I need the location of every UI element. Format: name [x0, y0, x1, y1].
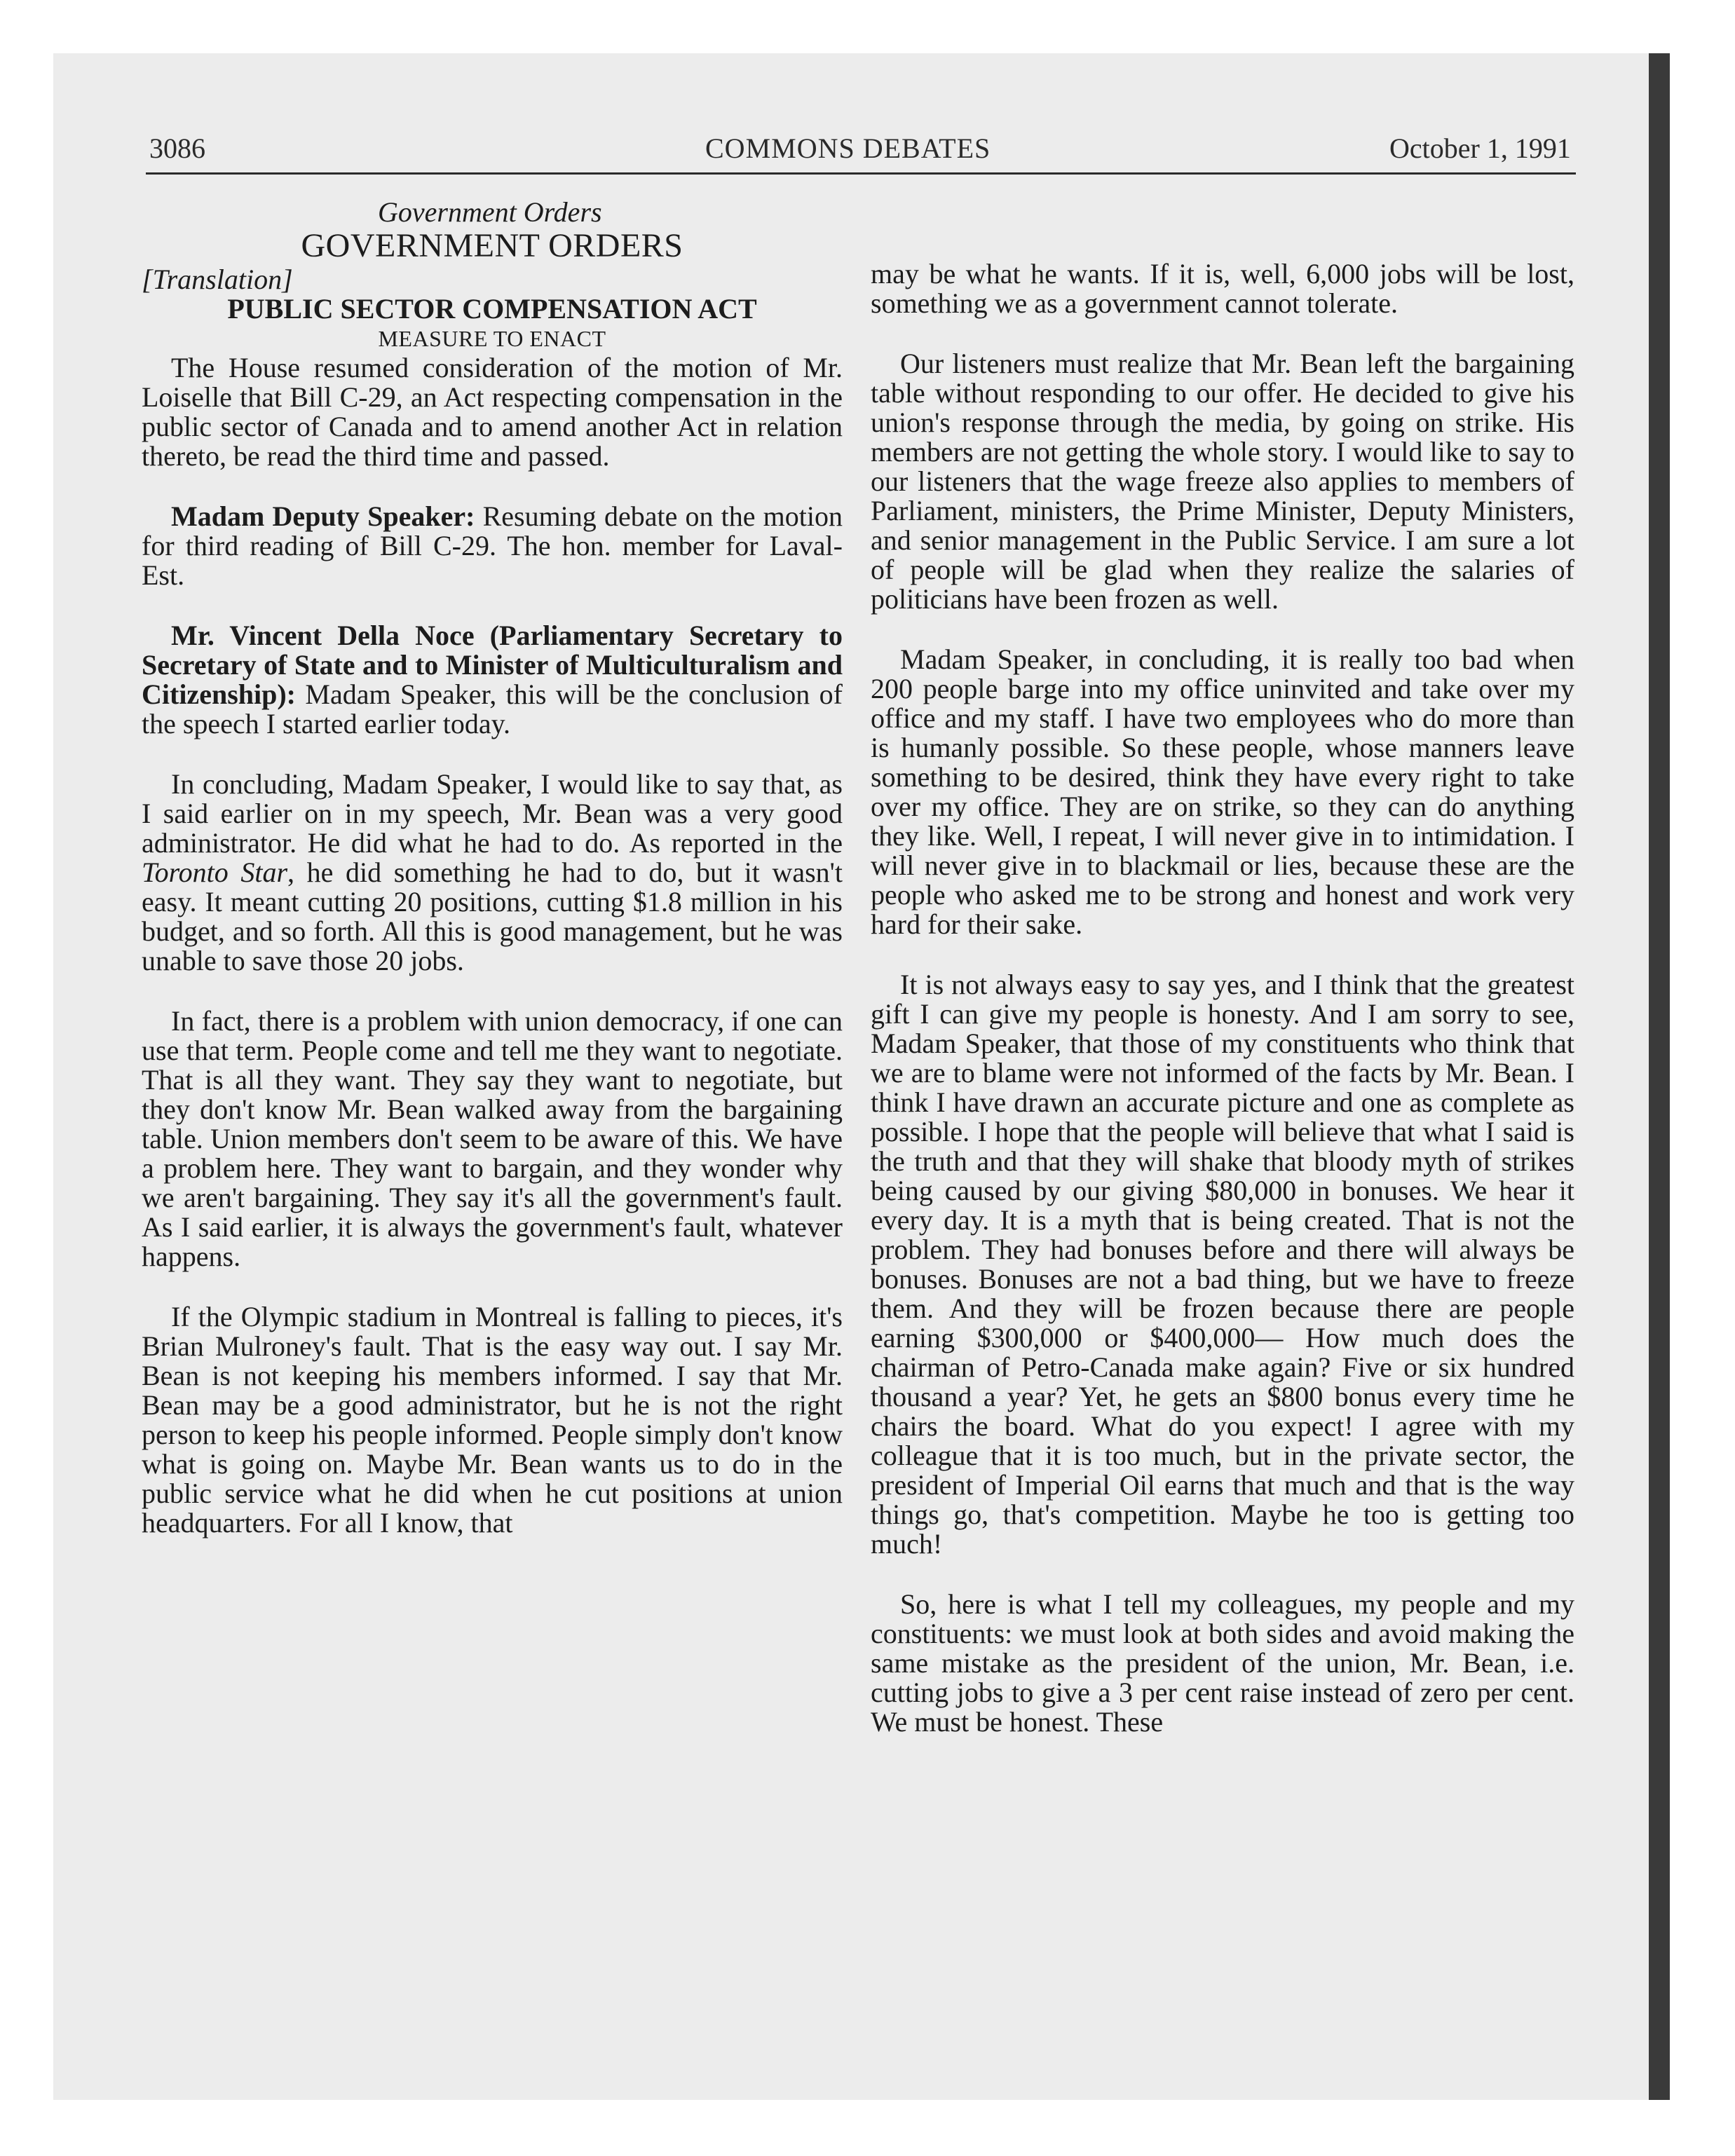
publication-date: October 1, 1991 [1389, 132, 1571, 164]
section-heading: GOVERNMENT ORDERS [301, 227, 683, 264]
speech-text: Resuming debate on the motion for third reading of Bill C-29. The hon. member for Laval-Est. [142, 500, 843, 591]
act-title: PUBLIC SECTOR COMPENSATION ACT [227, 293, 757, 325]
paragraph [142, 621, 843, 739]
paragraph: It is not always easy to say yes, and I think that the greatest gift I can give my people is honesty. And I am sorry to see, Madam Speaker, that those of my constituents who think that we are to blame were not informed of the facts by Mr. Bean. I think I have drawn an accurate picture and one as complete as possible. I hope that the people will believe that what I said is the truth and that they will shake that bloody myth of strikes being caused by our giving $80,000 in bonuses. We hear it every day. It is a myth that is being created. That is not the problem. They had bonuses before and there will always be bonuses. Bonuses are not a bad thing, but we have to freeze them. And they will be frozen because there are people earning $300,000 or $400,000— How much does the chairman of Petro-Canada make again? Five or six hundred thousand a year? Yet, he gets an $800 bonus every time he chairs the board. What do you expect! I agree with my colleague that it is too much, but in the private sector, the president of Imperial Oil earns that much and that is the way things go, that's competition. Maybe he too is getting too much! [871, 969, 1574, 1560]
publication-title: COMMONS DEBATES [705, 132, 991, 164]
header-rule [146, 172, 1576, 175]
speaker-name: Mr. Vincent Della Noce (Parliamentary Secretary to Secretary of State and to Minister of Multiculturalism and Citizenship): [142, 620, 843, 710]
speech-text: Madam Speaker, this will be the conclusion of the speech I started earlier today. [142, 678, 843, 739]
translation-note: [Translation] [142, 264, 293, 295]
paragraph: So, here is what I tell my colleagues, my people and my constituents: we must look at both sides and avoid making the same mistake as the president of the union, Mr. Bean, i.e. cutting jobs to give a 3 per cent raise instead of zero per cent. We must be honest. These [871, 1588, 1574, 1738]
paragraph: In fact, there is a problem with union democracy, if one can use that term. People come and tell me they want to negotiate. That is all they want. They say they want to negotiate, but they don't know Mr. Bean walked away from the bargaining table. Union members don't seem to be aware of this. We have a problem here. They want to bargain, and they wonder why we aren't bargaining. They say it's all the government's fault. As I said earlier, it is always the government's fault, whatever happens. [142, 1005, 843, 1272]
paragraph: If the Olympic stadium in Montreal is falling to pieces, it's Brian Mulroney's fault. That is the easy way out. I say Mr. Bean is not keeping his members informed. I say that Mr. Bean may be a good administrator, but he is not the right person to keep his people informed. People simply don't know what is going on. Maybe Mr. Bean wants us to do in the public service what he did when he cut positions at union headquarters. For all I know, that [142, 1301, 843, 1538]
section-label: Government Orders [378, 196, 602, 228]
measure-subtitle: MEASURE TO ENACT [378, 326, 606, 351]
paragraph: The House resumed consideration of the motion of Mr. Loiselle that Bill C-29, an Act respecting compensation in the public sector of Canada and to amend another Act in relation thereto, be read the third time and passed. [142, 352, 843, 472]
italic-publication: Toronto Star [142, 857, 288, 888]
paragraph: Our listeners must realize that Mr. Bean left the bargaining table without responding to our offer. He decided to give his union's response through the media, by going on strike. His members are not getting the whole story. I would like to say to our listeners that the wage freeze also applies to members of Parliament, ministers, the Prime Minister, Deputy Ministers, and senior management in the Public Service. I am sure a lot of people will be glad when they realize the salaries of politicians have been frozen as well. [871, 348, 1574, 615]
paragraph-continued: may be what he wants. If it is, well, 6,000 jobs will be lost, something we as a government cannot tolerate. [871, 258, 1574, 319]
speaker-name: Madam Deputy Speaker: [171, 500, 475, 532]
paragraph: Madam Speaker, in concluding, it is really too bad when 200 people barge into my office uninvited and take over my office and my staff. I have two employees who do more than is humanly possible. So these people, whose manners leave something to be desired, think they have every right to take over my office. They are on strike, so they can do anything they like. Well, I repeat, I will never give in to intimidation. I will never give in to blackmail or lies, because these are the people who asked me to be strong and honest and work very hard for their sake. [871, 643, 1574, 940]
left-column [142, 198, 843, 1538]
right-column [871, 259, 1574, 1737]
page-number: 3086 [149, 132, 205, 164]
paragraph [142, 770, 843, 976]
paragraph [142, 502, 843, 590]
text-run: , he did something he had to do, but it wasn't easy. It meant cutting 20 positions, cutting $1.8 million in his budget, and so forth. All this is good management, but he was unable to save those 20 jobs. [142, 857, 843, 976]
text-run: In concluding, Madam Speaker, I would like to say that, as I said earlier on in my speech, Mr. Bean was a very good administrator. He did what he had to do. As reported in the [142, 768, 843, 859]
